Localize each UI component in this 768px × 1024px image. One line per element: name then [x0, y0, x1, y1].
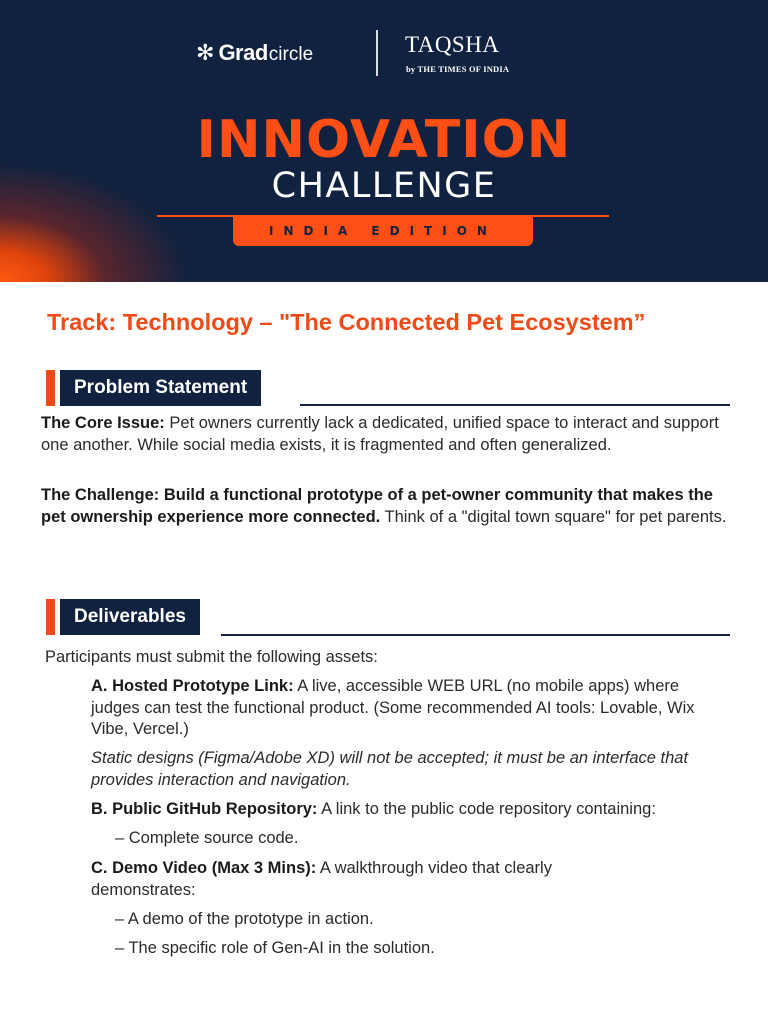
gradcircle-logo-light: circle: [268, 44, 314, 65]
challenge-paragraph: [41, 485, 731, 528]
logo-divider: [376, 30, 378, 76]
taqsha-logo: TAQSHA: [405, 32, 500, 57]
problem-heading-label: Problem Statement: [60, 370, 261, 406]
deliverable-c-label: C. Demo Video (Max 3 Mins):: [91, 859, 317, 877]
gradcircle-logo-bold: Grad: [218, 40, 268, 65]
taqsha-logo-sub: by THE TIMES OF INDIA: [406, 64, 510, 74]
gradcircle-star-icon: ✻: [196, 40, 215, 65]
title-challenge: CHALLENGE: [271, 166, 497, 206]
heading-accent-bar: [46, 599, 55, 635]
deliverable-a-note: Static designs (Figma/Adobe XD) will not be accepted; it must be an interface that provides interaction and navigation.: [91, 749, 689, 789]
deliverables-heading-rule: [221, 634, 730, 636]
deliverable-c-text: A walkthrough video that clearly demonstrates:: [91, 859, 552, 899]
deliverable-c-item-1: – A demo of the prototype in action.: [115, 910, 374, 928]
core-issue-text: Pet owners currently lack a dedicated, unified space to interact and support one another. While social media exists, it is fragmented and often generalized.: [41, 414, 719, 454]
header-banner: [0, 0, 768, 282]
deliverable-c-item-2: – The specific role of Gen-AI in the solution.: [115, 939, 435, 957]
title-innovation: INNOVATION: [196, 110, 572, 170]
logo-row: [0, 30, 768, 78]
challenge-text: Think of a "digital town square" for pet parents.: [380, 507, 727, 526]
heading-accent-bar: [46, 370, 55, 406]
deliverable-b-text: A link to the public code repository containing:: [317, 800, 656, 818]
track-title: Track: Technology – "The Connected Pet Ecosystem”: [47, 309, 646, 335]
deliverable-a: [91, 676, 701, 741]
core-issue-paragraph: [41, 413, 729, 456]
gradcircle-logo: [196, 40, 313, 66]
edition-badge: INDIA EDITION: [233, 217, 533, 246]
core-issue-label: The Core Issue:: [41, 414, 165, 432]
problem-heading-rule: [300, 404, 730, 406]
deliverable-c: [91, 858, 651, 901]
deliverable-b: [91, 799, 741, 821]
deliverable-a-text: A live, accessible WEB URL (no mobile apps) where judges can test the functional product. (Some recommended AI tools: Lovable, Wix Vibe, Vercel.): [91, 677, 695, 738]
deliverable-b-label: B. Public GitHub Repository:: [91, 800, 318, 818]
challenge-label: The Challenge: Build a functional prototype of a pet-owner community that makes the pet ownership experience more connected.: [41, 486, 713, 526]
deliverable-a-label: A. Hosted Prototype Link:: [91, 677, 294, 695]
deliverables-heading-label: Deliverables: [60, 599, 200, 635]
deliverable-b-item: – Complete source code.: [115, 829, 299, 847]
deliverables-intro: Participants must submit the following assets:: [45, 648, 378, 666]
